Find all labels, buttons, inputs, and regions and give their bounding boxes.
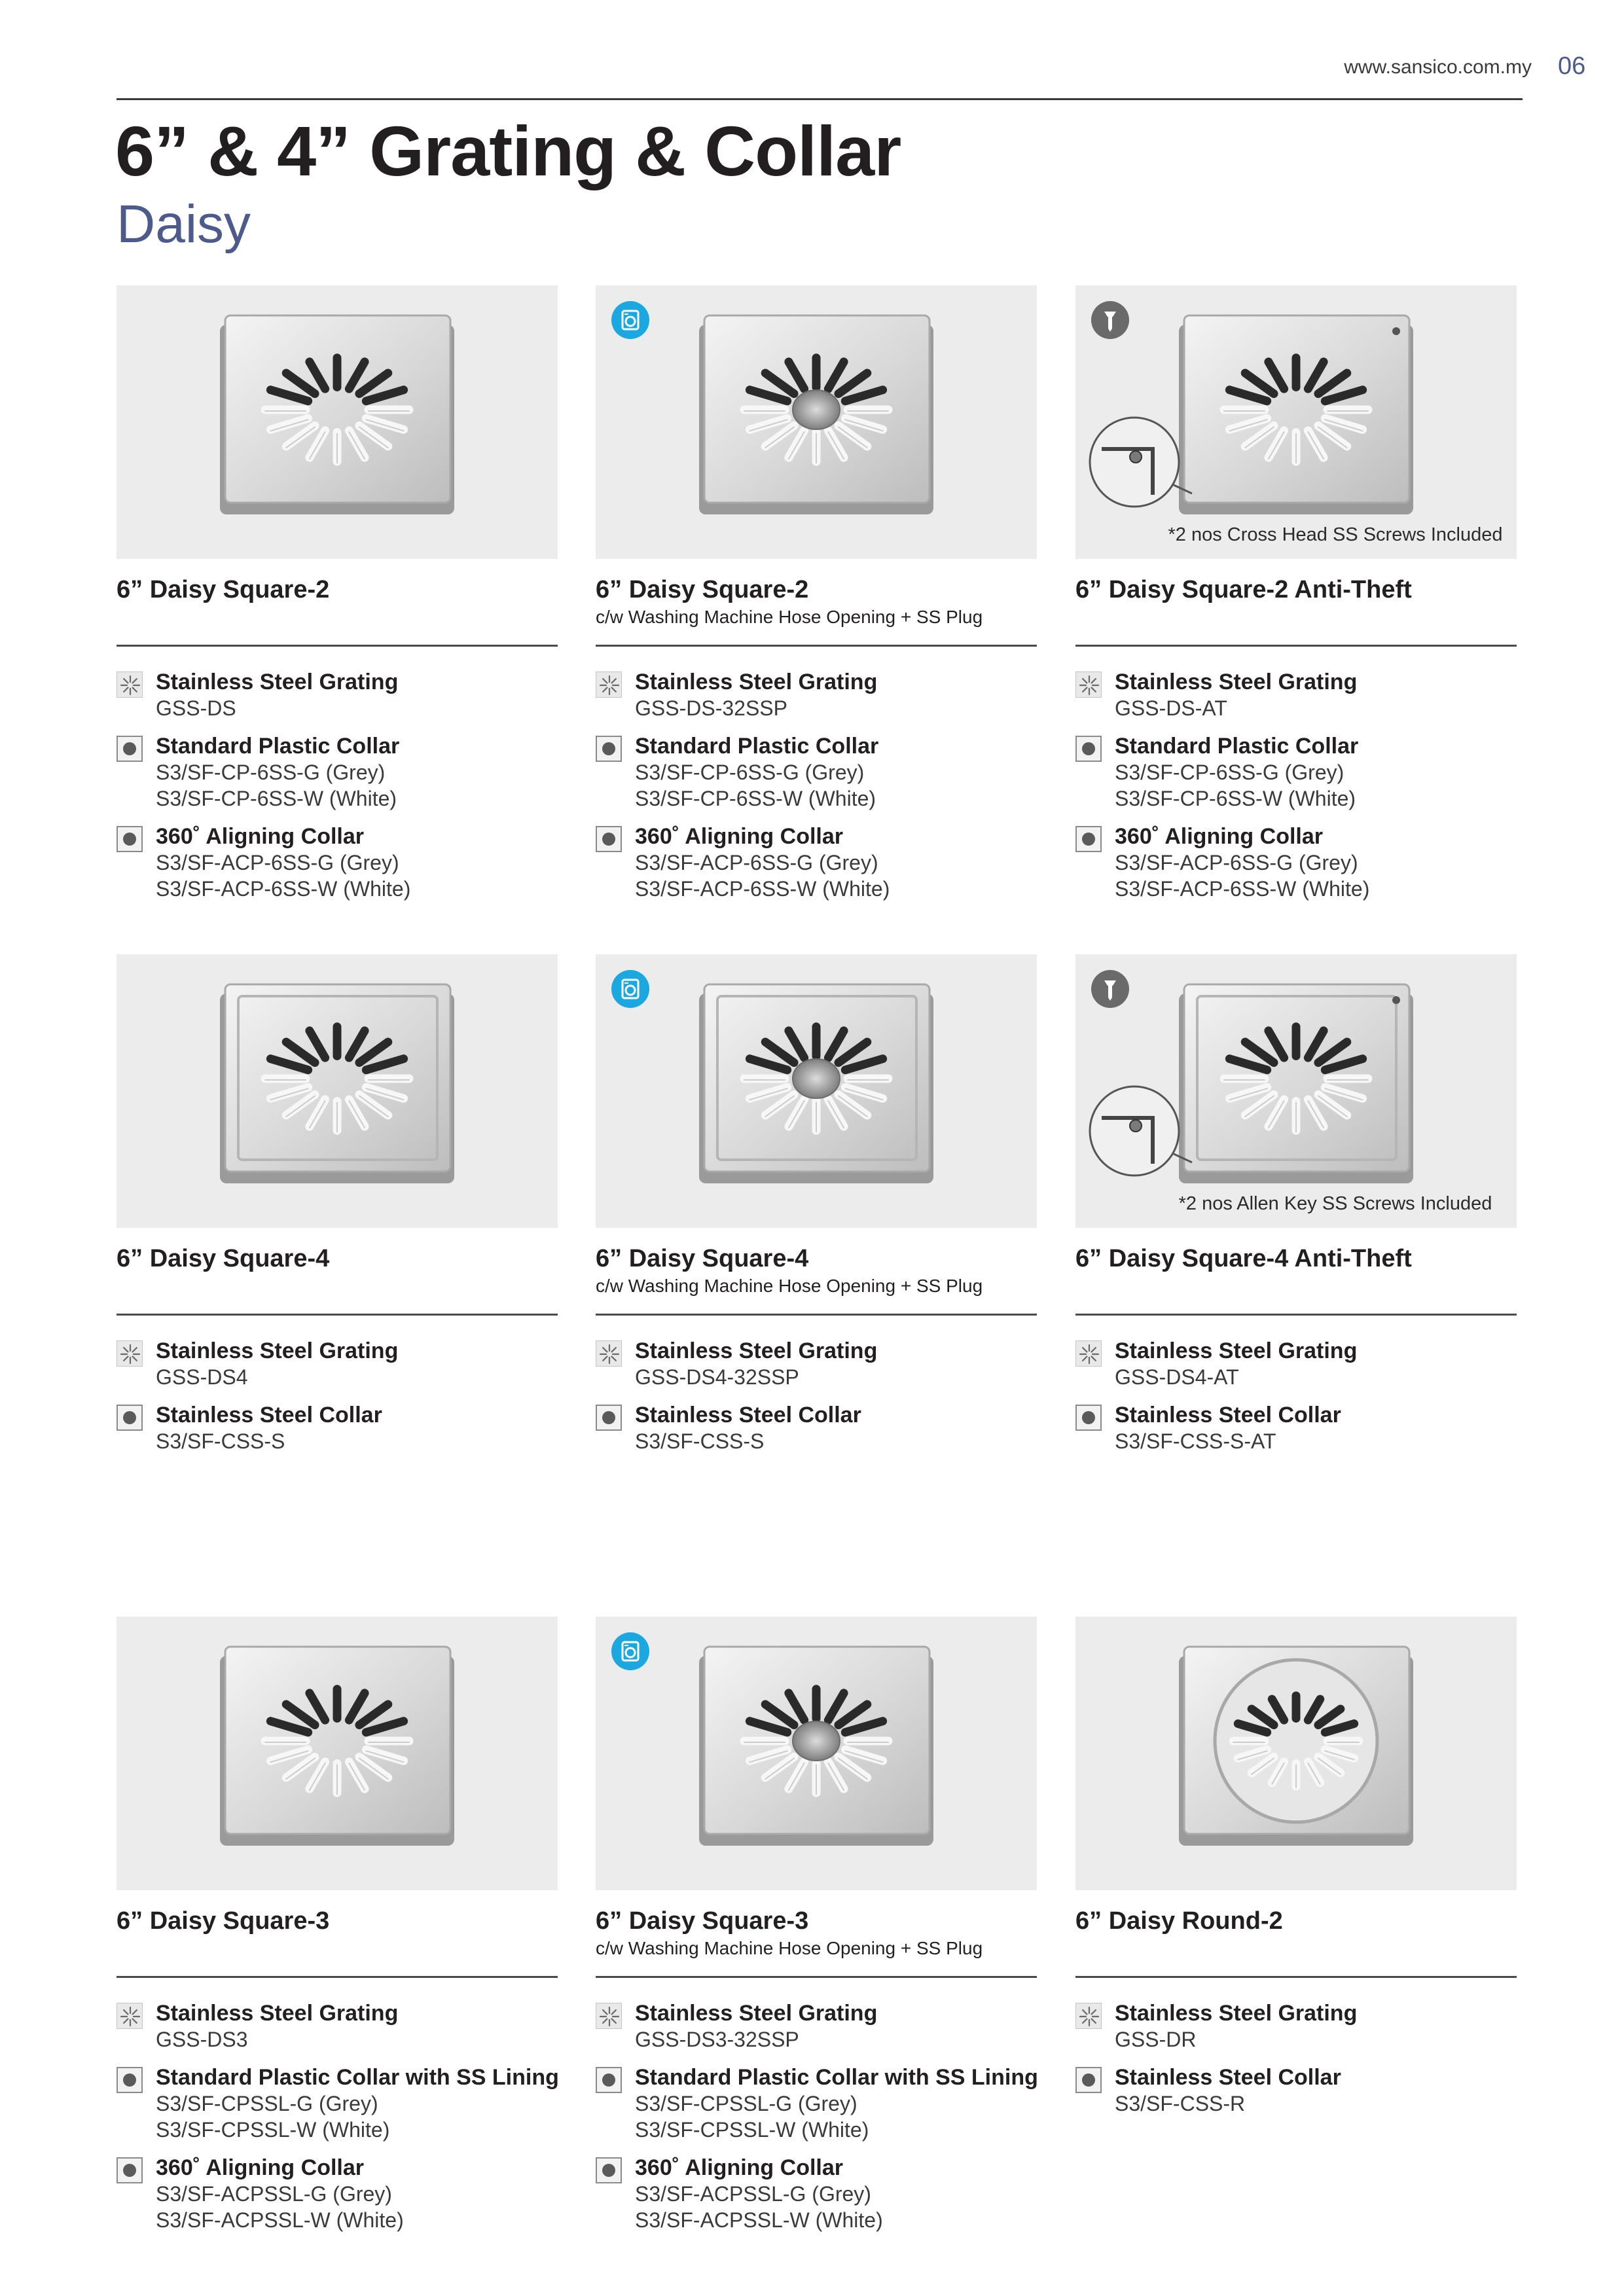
spec-title: Stainless Steel Grating xyxy=(635,2001,878,2026)
spec-code: S3/SF-CPSSL-W (White) xyxy=(156,2118,390,2142)
website-url: www.sansico.com.my xyxy=(1344,56,1532,78)
grating-product-image xyxy=(117,1617,558,1890)
spec-title: Stainless Steel Grating xyxy=(156,2001,399,2026)
collar-icon xyxy=(1075,826,1102,852)
spec-code: S3/SF-CPSSL-G (Grey) xyxy=(635,2092,857,2115)
spec-item xyxy=(1075,1402,1517,1454)
spec-list xyxy=(596,669,1037,902)
spec-title: Stainless Steel Grating xyxy=(635,1338,878,1363)
screw-icon xyxy=(1091,301,1129,339)
spec-item xyxy=(596,1402,1037,1454)
spec-item xyxy=(117,733,558,812)
collar-icon xyxy=(1075,1405,1102,1431)
spec-title: Stainless Steel Collar xyxy=(1115,2065,1341,2090)
grating-icon xyxy=(596,672,622,698)
screws-note: *2 nos Cross Head SS Screws Included xyxy=(1168,524,1503,545)
spec-code: GSS-DS-32SSP xyxy=(635,696,787,720)
product-card xyxy=(596,954,1037,1466)
collar-icon xyxy=(596,826,622,852)
washing-machine-icon xyxy=(611,1632,649,1670)
page-subtitle: Daisy xyxy=(117,194,251,254)
grating-icon xyxy=(117,672,143,698)
spec-title: Standard Plastic Collar xyxy=(635,734,879,759)
page-title: 6” & 4” Grating & Collar xyxy=(115,111,901,190)
spec-title: 360˚ Aligning Collar xyxy=(635,2155,844,2180)
spec-list xyxy=(596,1338,1037,1454)
product-name: 6” Daisy Square-2 xyxy=(596,576,809,603)
spec-item xyxy=(1075,1338,1517,1390)
spec-code: GSS-DS xyxy=(156,696,236,720)
product-card xyxy=(596,1617,1037,2245)
screw-icon xyxy=(1091,970,1129,1008)
grating-product-image xyxy=(1075,1617,1517,1890)
product-photo xyxy=(1075,285,1517,559)
card-divider xyxy=(1075,1314,1517,1316)
product-photo xyxy=(596,285,1037,559)
grating-icon xyxy=(1075,1340,1102,1367)
collar-icon xyxy=(117,736,143,762)
spec-title: Stainless Steel Collar xyxy=(1115,1403,1341,1427)
spec-code: GSS-DS4 xyxy=(156,1365,248,1389)
card-divider xyxy=(117,1976,558,1978)
spec-item xyxy=(117,823,558,902)
product-name: 6” Daisy Square-3 xyxy=(117,1907,330,1935)
spec-item xyxy=(1075,2064,1517,2117)
product-name: 6” Daisy Round-2 xyxy=(1075,1907,1283,1935)
product-photo xyxy=(1075,1617,1517,1890)
product-name: 6” Daisy Square-2 Anti-Theft xyxy=(1075,576,1412,603)
collar-icon xyxy=(1075,736,1102,762)
spec-code: GSS-DS-AT xyxy=(1115,696,1227,720)
collar-icon xyxy=(596,2157,622,2183)
spec-code: S3/SF-ACPSSL-W (White) xyxy=(635,2208,883,2232)
spec-code: S3/SF-ACP-6SS-G (Grey) xyxy=(156,851,399,874)
spec-code: S3/SF-ACP-6SS-G (Grey) xyxy=(635,851,878,874)
product-subtitle xyxy=(1075,1276,1517,1297)
spec-item xyxy=(117,2064,558,2143)
spec-code: S3/SF-ACPSSL-W (White) xyxy=(156,2208,404,2232)
spec-item xyxy=(1075,2000,1517,2053)
grating-product-image xyxy=(117,285,558,559)
product-photo xyxy=(117,285,558,559)
spec-code: S3/SF-CSS-S xyxy=(156,1429,285,1453)
spec-code: S3/SF-CP-6SS-G (Grey) xyxy=(1115,761,1344,784)
product-name: 6” Daisy Square-4 xyxy=(596,1245,809,1272)
collar-icon xyxy=(117,2067,143,2093)
product-photo xyxy=(1075,954,1517,1228)
spec-list xyxy=(117,1338,558,1454)
product-card xyxy=(1075,1617,1517,2128)
spec-title: Stainless Steel Grating xyxy=(156,1338,399,1363)
card-divider xyxy=(596,1314,1037,1316)
product-photo xyxy=(117,954,558,1228)
spec-item xyxy=(117,1338,558,1390)
spec-item xyxy=(117,669,558,721)
spec-code: GSS-DS3-32SSP xyxy=(635,2028,799,2051)
product-card xyxy=(1075,285,1517,914)
spec-code: S3/SF-ACP-6SS-W (White) xyxy=(1115,877,1370,901)
spec-code: S3/SF-CP-6SS-G (Grey) xyxy=(156,761,386,784)
spec-title: 360˚ Aligning Collar xyxy=(156,2155,365,2180)
card-divider xyxy=(1075,1976,1517,1978)
product-photo xyxy=(117,1617,558,1890)
spec-code: S3/SF-ACP-6SS-W (White) xyxy=(156,877,411,901)
card-divider xyxy=(117,645,558,647)
spec-code: S3/SF-ACP-6SS-W (White) xyxy=(635,877,890,901)
grating-icon xyxy=(596,2003,622,2029)
spec-item xyxy=(1075,733,1517,812)
grating-product-image xyxy=(596,954,1037,1228)
spec-code: S3/SF-CPSSL-W (White) xyxy=(635,2118,869,2142)
spec-code: S3/SF-CP-6SS-W (White) xyxy=(635,787,876,810)
product-subtitle: c/w Washing Machine Hose Opening + SS Plug xyxy=(596,607,983,627)
card-divider xyxy=(596,645,1037,647)
product-photo xyxy=(596,1617,1037,1890)
grating-product-image xyxy=(117,954,558,1228)
spec-title: Stainless Steel Grating xyxy=(1115,1338,1358,1363)
spec-code: S3/SF-CP-6SS-W (White) xyxy=(156,787,397,810)
spec-code: S3/SF-CP-6SS-G (Grey) xyxy=(635,761,865,784)
product-subtitle xyxy=(117,1276,558,1297)
spec-item xyxy=(117,1402,558,1454)
spec-item xyxy=(117,2000,558,2053)
spec-list xyxy=(117,669,558,902)
grating-icon xyxy=(1075,672,1102,698)
spec-code: GSS-DS3 xyxy=(156,2028,248,2051)
product-card xyxy=(117,1617,558,2245)
product-subtitle xyxy=(117,1938,558,1959)
product-card xyxy=(596,285,1037,914)
grating-icon xyxy=(117,1340,143,1367)
grating-product-image xyxy=(596,285,1037,559)
product-name: 6” Daisy Square-4 xyxy=(117,1245,330,1272)
spec-list xyxy=(1075,2000,1517,2117)
collar-icon xyxy=(1075,2067,1102,2093)
spec-title: Stainless Steel Collar xyxy=(156,1403,382,1427)
product-subtitle: c/w Washing Machine Hose Opening + SS Plug xyxy=(596,1938,983,1958)
spec-list xyxy=(596,2000,1037,2233)
spec-title: 360˚ Aligning Collar xyxy=(156,824,365,849)
spec-title: Standard Plastic Collar xyxy=(1115,734,1359,759)
spec-title: Stainless Steel Grating xyxy=(156,670,399,694)
product-name: 6” Daisy Square-2 xyxy=(117,576,330,603)
spec-item xyxy=(596,733,1037,812)
card-divider xyxy=(117,1314,558,1316)
spec-title: Stainless Steel Grating xyxy=(635,670,878,694)
collar-icon xyxy=(596,1405,622,1431)
product-card xyxy=(117,954,558,1466)
spec-item xyxy=(596,1338,1037,1390)
grating-product-image xyxy=(596,1617,1037,1890)
spec-title: Stainless Steel Grating xyxy=(1115,670,1358,694)
spec-code: GSS-DS4-AT xyxy=(1115,1365,1239,1389)
header-divider xyxy=(117,98,1523,100)
spec-code: S3/SF-CSS-S xyxy=(635,1429,765,1453)
collar-icon xyxy=(117,826,143,852)
spec-title: Stainless Steel Grating xyxy=(1115,2001,1358,2026)
screws-note: *2 nos Allen Key SS Screws Included xyxy=(1178,1193,1492,1214)
spec-code: S3/SF-ACPSSL-G (Grey) xyxy=(635,2182,871,2206)
spec-code: GSS-DS4-32SSP xyxy=(635,1365,799,1389)
page-number: 06 xyxy=(1558,52,1586,80)
spec-item xyxy=(1075,823,1517,902)
spec-code: S3/SF-CP-6SS-W (White) xyxy=(1115,787,1356,810)
spec-title: Stainless Steel Collar xyxy=(635,1403,861,1427)
grating-product-image xyxy=(1075,954,1517,1228)
spec-item xyxy=(1075,669,1517,721)
spec-item xyxy=(596,2155,1037,2233)
spec-title: 360˚ Aligning Collar xyxy=(1115,824,1324,849)
spec-list xyxy=(117,2000,558,2233)
spec-code: S3/SF-CSS-S-AT xyxy=(1115,1429,1276,1453)
product-subtitle xyxy=(117,607,558,628)
grating-icon xyxy=(596,1340,622,1367)
spec-item xyxy=(117,2155,558,2233)
spec-title: Standard Plastic Collar with SS Lining xyxy=(156,2065,559,2090)
spec-title: Standard Plastic Collar with SS Lining xyxy=(635,2065,1038,2090)
washing-machine-icon xyxy=(611,970,649,1008)
spec-code: S3/SF-ACPSSL-G (Grey) xyxy=(156,2182,392,2206)
product-card xyxy=(1075,954,1517,1466)
spec-item xyxy=(596,2000,1037,2053)
collar-icon xyxy=(117,1405,143,1431)
spec-code: S3/SF-CSS-R xyxy=(1115,2092,1246,2115)
product-subtitle: c/w Washing Machine Hose Opening + SS Plug xyxy=(596,1276,983,1296)
washing-machine-icon xyxy=(611,301,649,339)
product-subtitle xyxy=(1075,607,1517,628)
collar-icon xyxy=(117,2157,143,2183)
spec-title: Standard Plastic Collar xyxy=(156,734,400,759)
spec-code: S3/SF-CPSSL-G (Grey) xyxy=(156,2092,378,2115)
collar-icon xyxy=(596,736,622,762)
grating-icon xyxy=(1075,2003,1102,2029)
product-name: 6” Daisy Square-4 Anti-Theft xyxy=(1075,1245,1412,1272)
product-subtitle xyxy=(1075,1938,1517,1959)
spec-list xyxy=(1075,1338,1517,1454)
card-divider xyxy=(596,1976,1037,1978)
spec-code: S3/SF-ACP-6SS-G (Grey) xyxy=(1115,851,1358,874)
grating-icon xyxy=(117,2003,143,2029)
product-name: 6” Daisy Square-3 xyxy=(596,1907,809,1935)
collar-icon xyxy=(596,2067,622,2093)
spec-item xyxy=(596,2064,1037,2143)
spec-list xyxy=(1075,669,1517,902)
spec-title: 360˚ Aligning Collar xyxy=(635,824,844,849)
product-card xyxy=(117,285,558,914)
grating-product-image xyxy=(1075,285,1517,559)
spec-item xyxy=(596,823,1037,902)
spec-code: GSS-DR xyxy=(1115,2028,1197,2051)
card-divider xyxy=(1075,645,1517,647)
product-photo xyxy=(596,954,1037,1228)
spec-item xyxy=(596,669,1037,721)
